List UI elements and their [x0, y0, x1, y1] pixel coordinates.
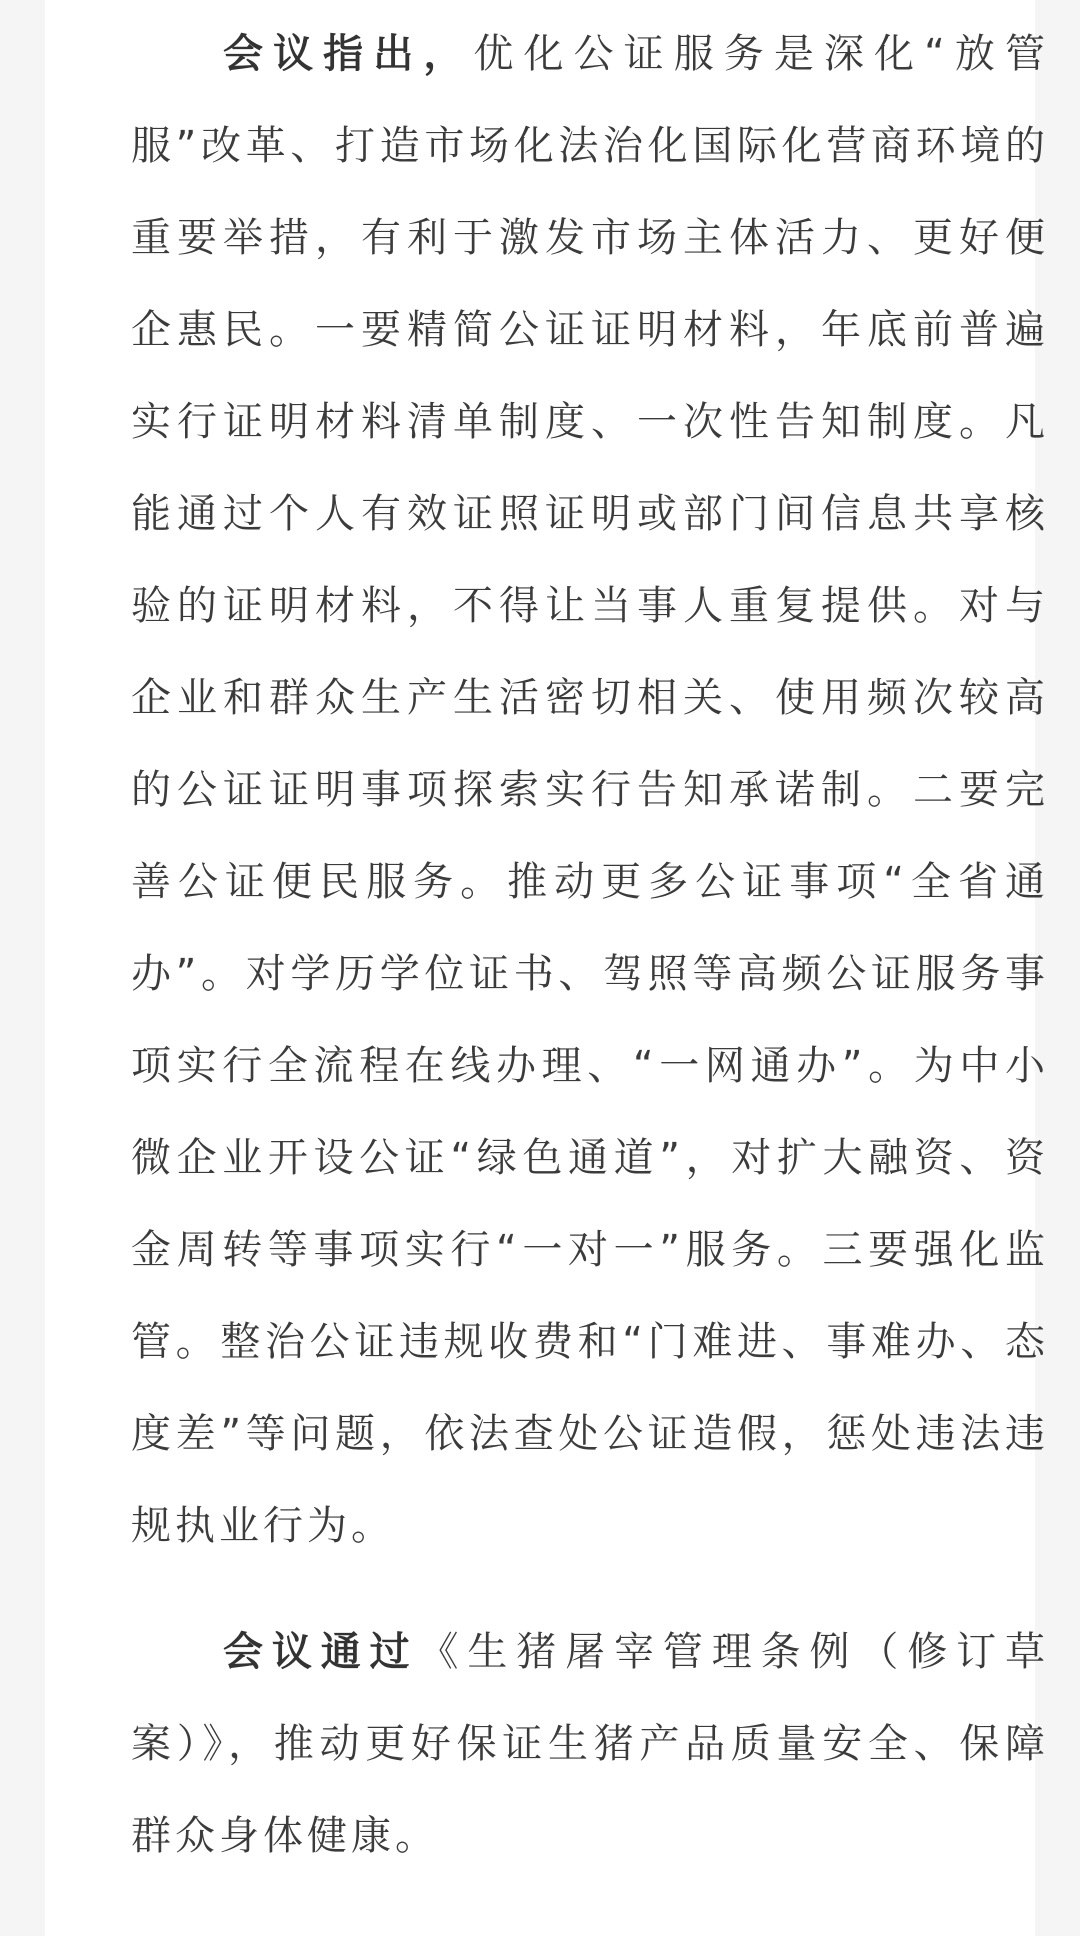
article-paragraph [131, 1606, 1049, 1882]
paragraph-body: 《生猪屠宰管理条例（修订草案）》，推动更好保证生猪产品质量安全、保障群众身体健康。 [131, 1629, 1049, 1859]
article-paragraph [131, 8, 1049, 1572]
paragraph-lead: 会议指出， [223, 31, 474, 77]
article-page [45, 0, 1049, 1936]
paragraph-lead: 会议通过 [223, 1629, 419, 1675]
paragraph-body: 优化公证服务是深化“放管服”改革、打造市场化法治化国际化营商环境的重要举措，有利于激发市场主体活力、更好便企惠民。一要精简公证证明材料，年底前普遍实行证明材料清单制度、一次性告知制度。凡能通过个人有效证照证明或部门间信息共享核验的证明材料，不得让当事人重复提供。对与企业和群众生产生活密切相关、使用频次较高的公证证明事项探索实行告知承诺制。二要完善公证便民服务。推动更多公证事项“全省通办”。对学历学位证书、驾照等高频公证服务事项实行全流程在线办理、“一网通办”。为中小微企业开设公证“绿色通道”，对扩大融资、资金周转等事项实行“一对一”服务。三要强化监管。整治公证违规收费和“门难进、事难办、态度差”等问题，依法查处公证造假，惩处违法违规执业行为。 [131, 31, 1049, 1549]
